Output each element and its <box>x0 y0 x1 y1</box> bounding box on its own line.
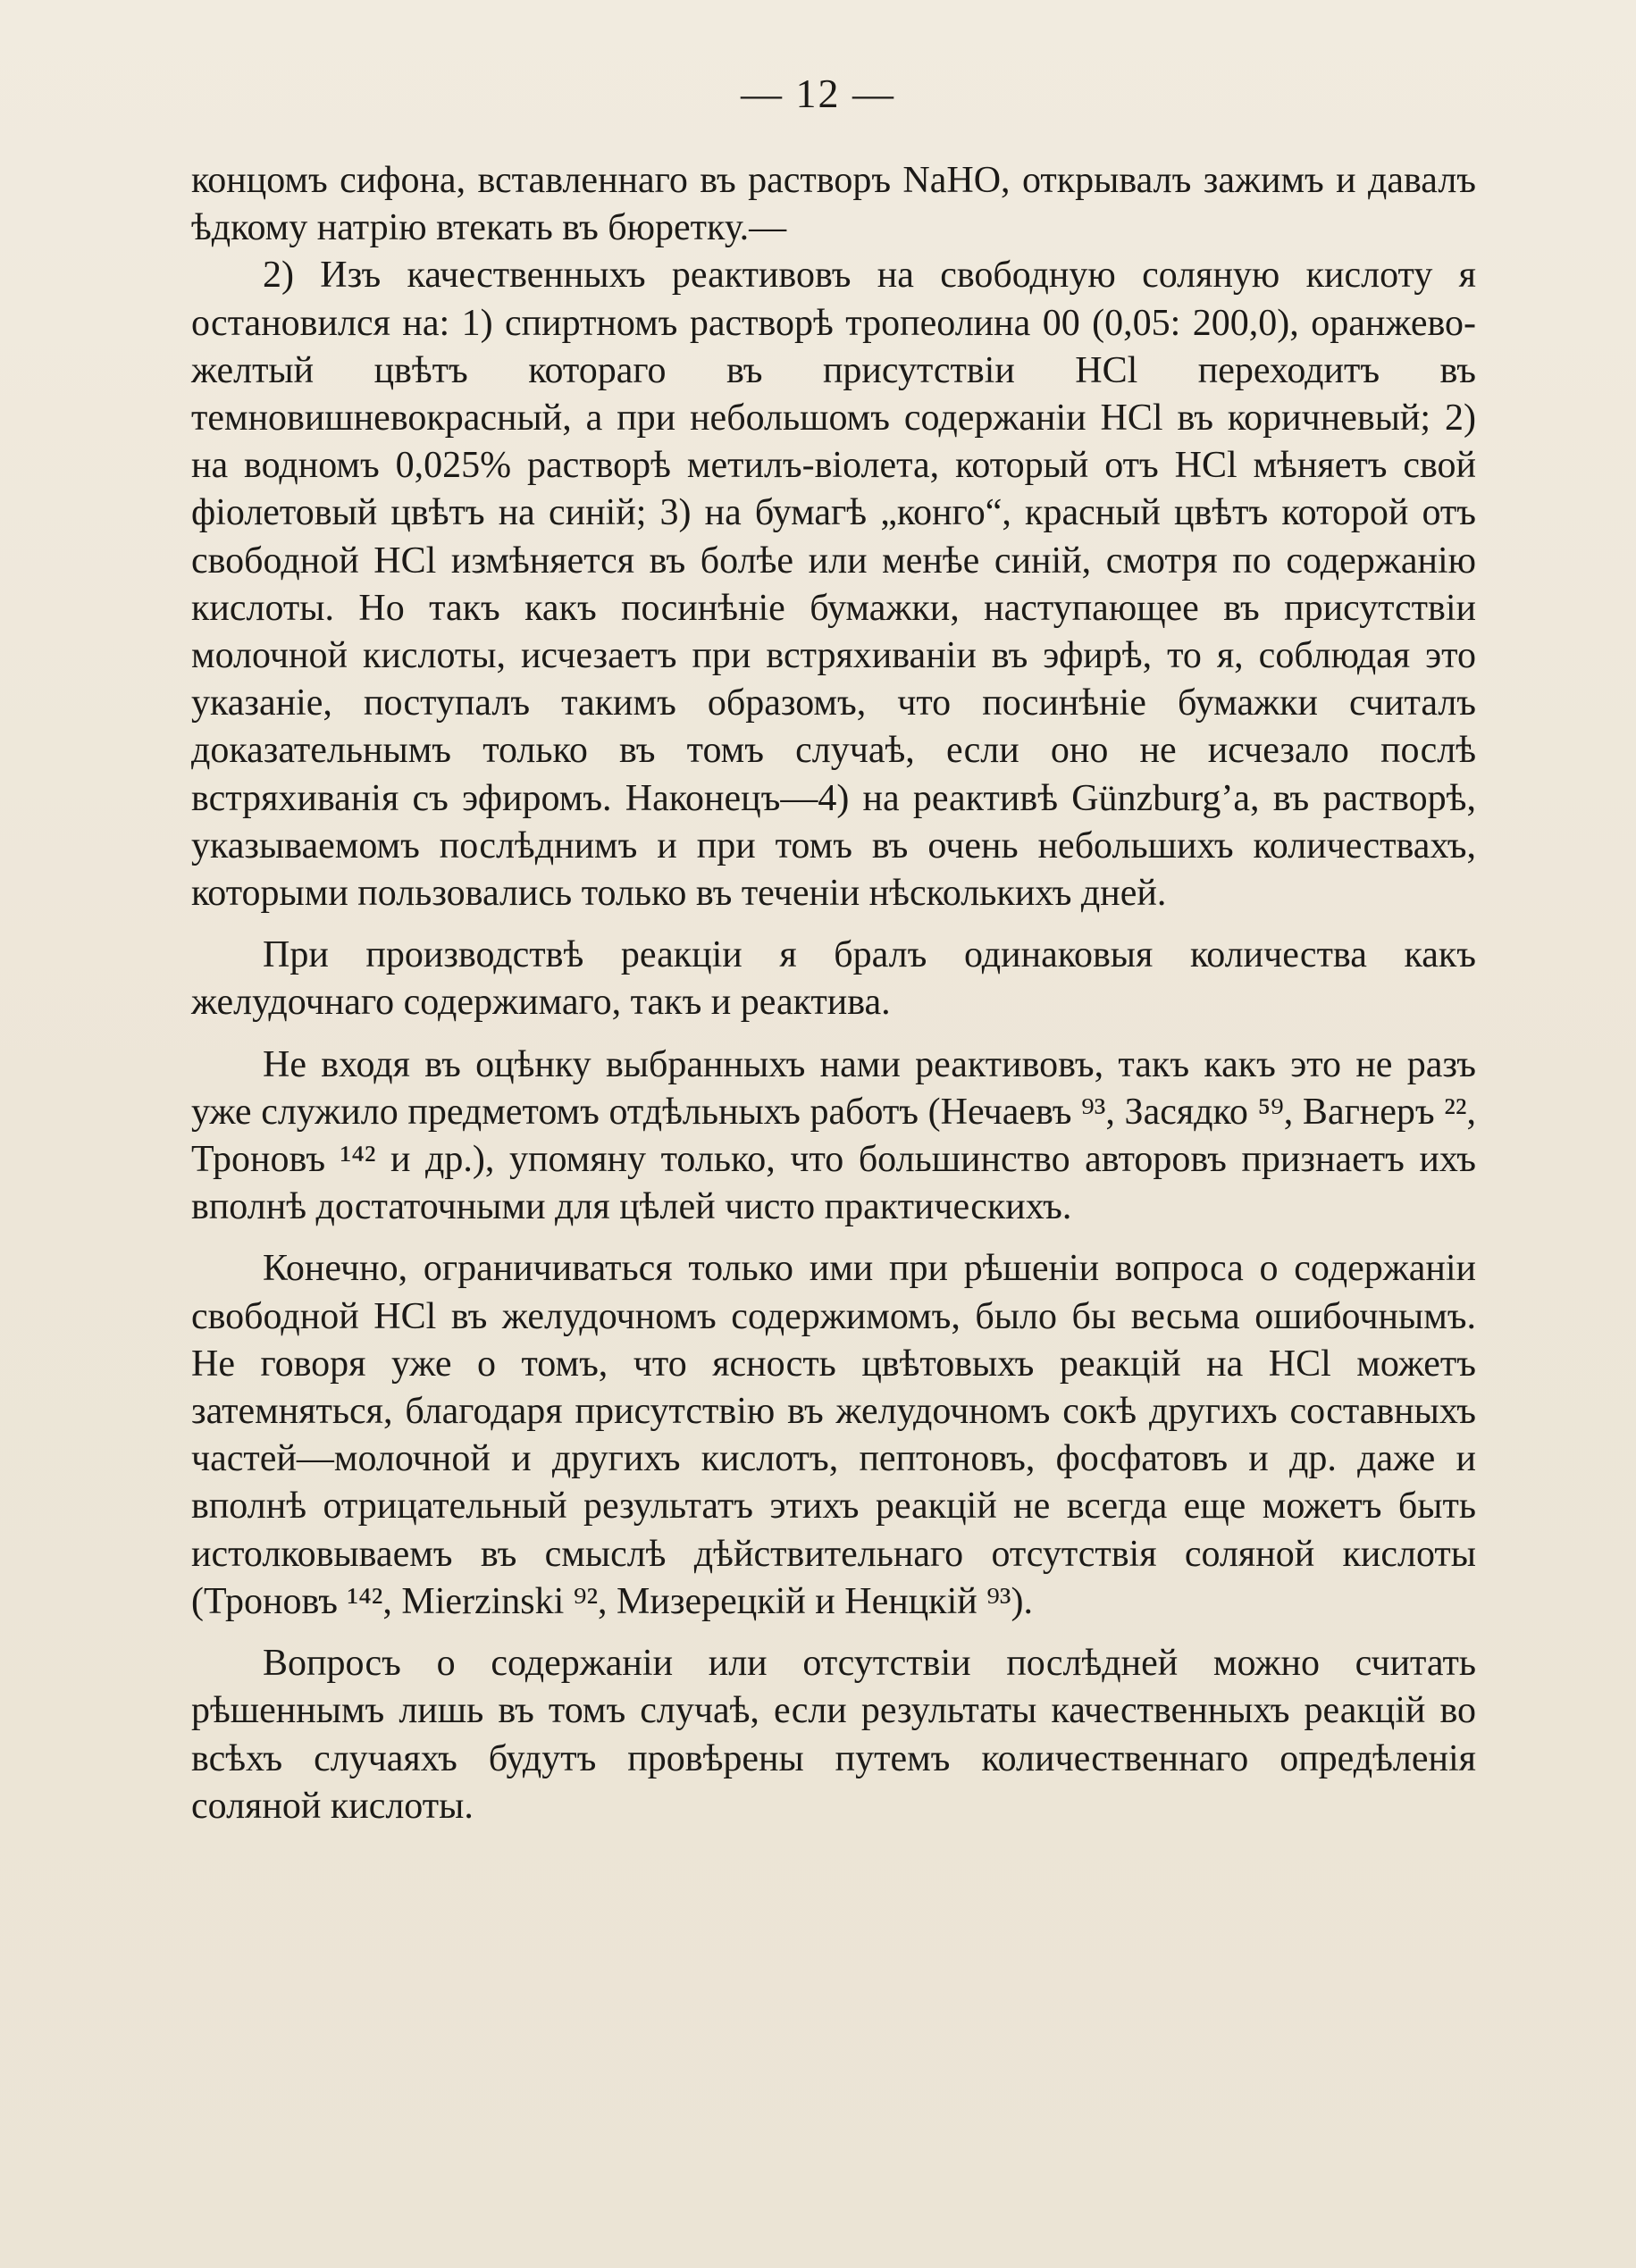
paragraph-reaction-method: При производствѣ реакціи я бралъ одинаковыя количества какъ желудочнаго содержимаго, такъ и реактива. <box>191 934 1476 1024</box>
paragraph-reagent-assessment: Не входя въ оцѣнку выбранныхъ нами реактивовъ, такъ какъ это не разъ уже служило предметомъ отдѣльныхъ работъ (Нечаевъ ⁹³, Засядко ⁵⁹, Вагнеръ ²², Троновъ ¹⁴² и др.), упомяну только, что большинство авторовъ признаетъ ихъ вполнѣ достаточными для цѣлей чисто практическихъ. <box>191 1043 1476 1228</box>
paragraph-reagents: 2) Изъ качественныхъ реактивовъ на свободную соляную кислоту я остановился на: 1) спиртномъ растворѣ тропеолина 00 (0,05: 200,0), оранжево-желтый цвѣтъ котораго въ присутствіи HCl переходитъ въ темновишневокрасный, а при небольшомъ содержаніи HCl въ коричневый; 2) на водномъ 0,025% растворѣ метилъ-віолета, который отъ HCl мѣняетъ свой фіолетовый цвѣтъ на синій; 3) на бумагѣ „конго“, красный цвѣтъ которой отъ свободной HCl измѣняется въ болѣе или менѣе синій, смотря по содержанію кислоты. Но такъ какъ посинѣніе бумажки, наступающее въ присутствіи молочной кислоты, исчезаетъ при встряхиваніи въ эфирѣ, то я, соблюдая это указаніе, поступалъ такимъ образомъ, что посинѣніе бумажки считалъ доказательнымъ только въ томъ случаѣ, если оно не исчезало послѣ встряхиванія съ эфиромъ. Наконецъ—4) на реактивѣ Günzburg’а, въ растворѣ, указываемомъ послѣднимъ и при томъ въ очень небольшихъ количествахъ, которыми пользовались только въ теченіи нѣсколькихъ дней. <box>191 255 1476 915</box>
page-number: — 12 — <box>741 71 895 116</box>
paragraph-limitations: Конечно, ограничиваться только ими при рѣшеніи вопроса о содержаніи свободной HCl въ желудочномъ содержимомъ, было бы весьма ошибочнымъ. Не говоря уже о томъ, что ясность цвѣтовыхъ реакцій на HCl можетъ затемняться, благодаря присутствію въ желудочномъ сокѣ другихъ составныхъ частей—молочной и другихъ кислотъ, пептоновъ, фосфатовъ и др. даже и вполнѣ отрицательный результатъ этихъ реакцій не всегда еще можетъ быть истолковываемъ въ смыслѣ дѣйствительнаго отсутствія соляной кислоты (Троновъ ¹⁴², Mierzinski ⁹², Мизерецкій и Ненцкій ⁹³). <box>191 1248 1476 1622</box>
body-text <box>191 157 1476 1830</box>
paragraph-conclusion: Вопросъ о содержаніи или отсутствіи послѣдней можно считать рѣшеннымъ лишь въ томъ случаѣ, если результаты качественныхъ реакцій во всѣхъ случаяхъ будутъ провѣрены путемъ количественнаго опредѣленія соляной кислоты. <box>191 1643 1476 1827</box>
paragraph-continuation: концомъ сифона, вставленнаго въ растворъ NaHO, открывалъ зажимъ и давалъ ѣдкому натрію втекать въ бюретку.— <box>191 160 1476 249</box>
